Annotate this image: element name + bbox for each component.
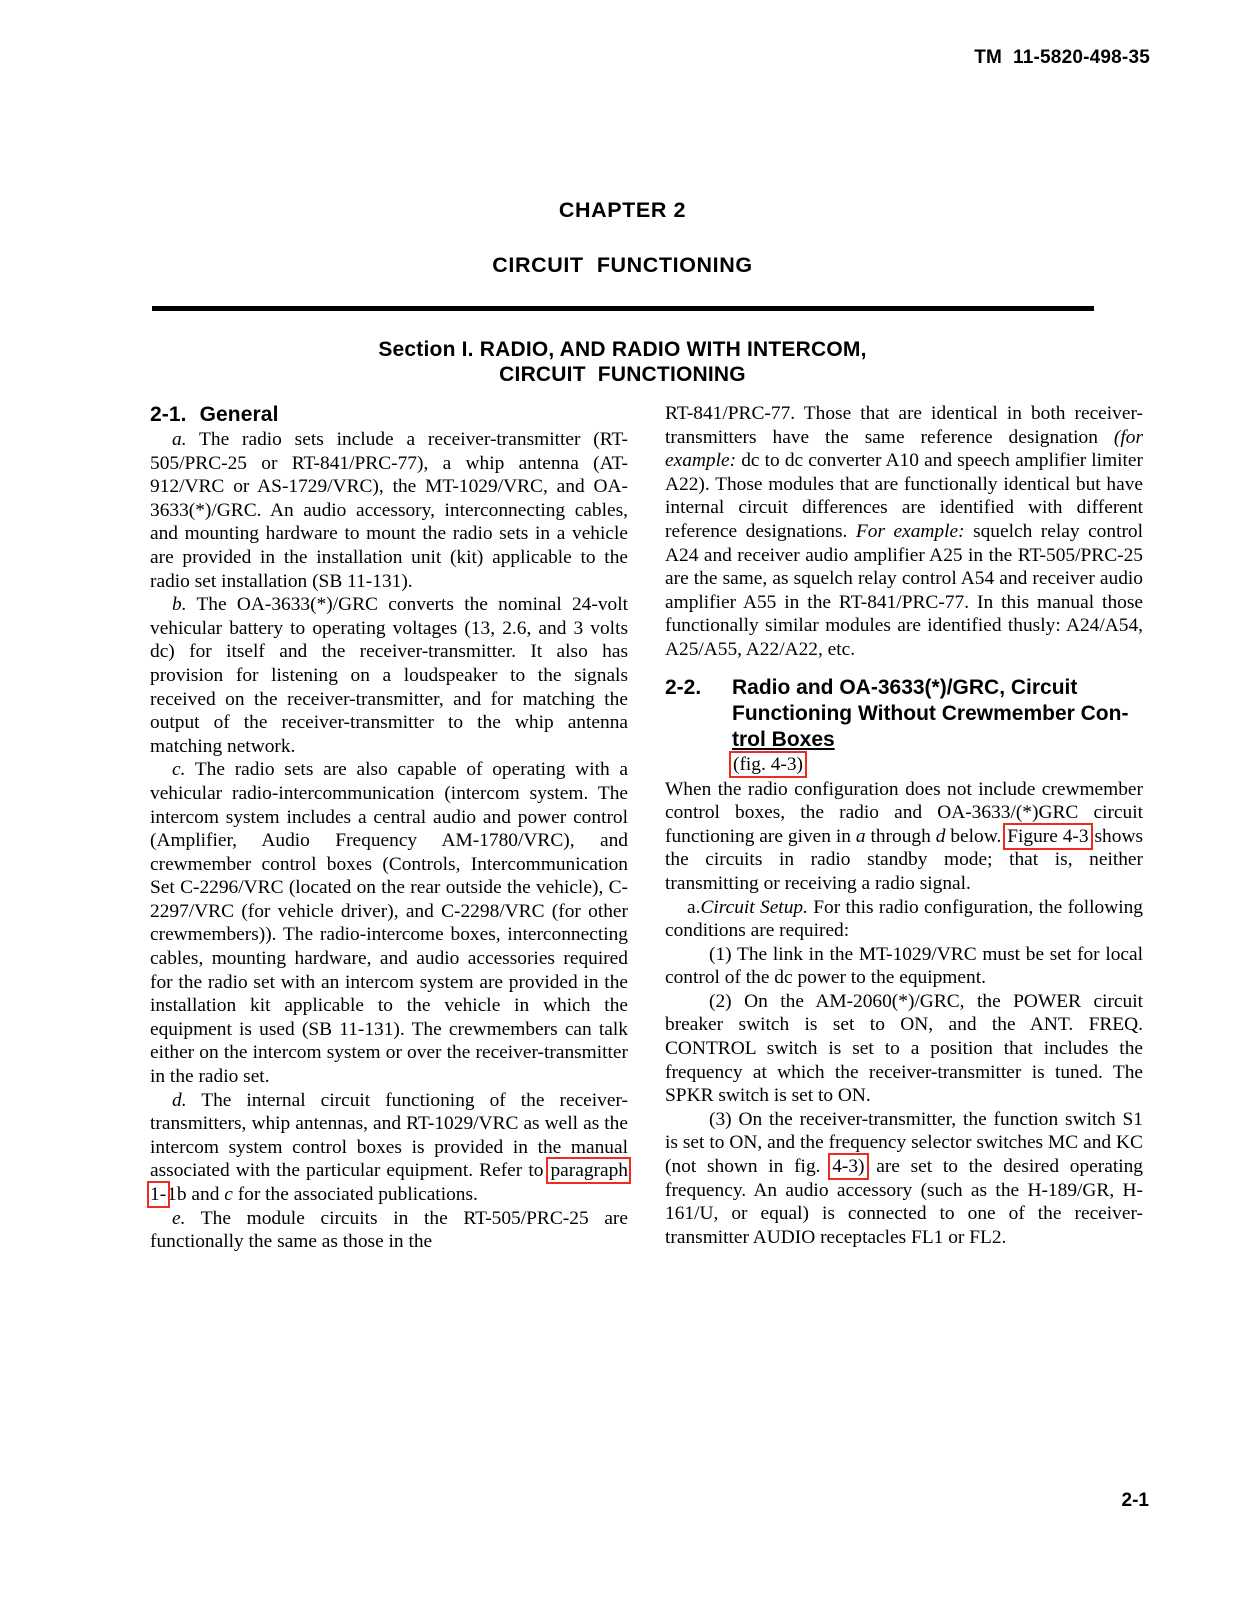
- list-item-1-text: The link in the MT-1029/VRC must be set for local control of the dc power to the equipment.: [665, 943, 1143, 989]
- paragraph-2-1-e-text: The module circuits in the RT-505/PRC-25 are functionally the same as those in the: [150, 1207, 628, 1253]
- continuation-text-3: squelch relay control A24 and receiver audio amplifier A25 in the RT-505/PRC-25 are the same, as squelch relay control A54 and receiver audio amplifier A55 in the RT-841/PRC-77. In this manual those functionally similar modules are identified thusly: A24/A54, A25/A55, A22/A22, etc.: [665, 520, 1143, 660]
- intro-text-before: When the radio configuration does not include crewmember control boxes, the radio and OA-3633/(*)GRC circuit functioning are given in: [665, 778, 1143, 847]
- paragraph-title-2-2-line1: Radio and OA-3633(*)/GRC, Circuit: [732, 675, 1078, 699]
- continuation-text-2: dc to dc converter A10 and speech amplifier limiter A22). Those modules that are functionally identical but have internal circuit differences are identified with different reference designations.: [665, 450, 1143, 542]
- left-column: [150, 402, 628, 1254]
- section-heading: [150, 337, 1095, 387]
- list-item-2-label: (2): [709, 990, 732, 1012]
- paragraph-2-1-d-text-after-1: 1b and: [167, 1184, 225, 1205]
- continuation-italic-for-example-2: For example:: [855, 520, 965, 542]
- list-item-3-text-before: On the receiver-transmitter, the function switch S1 is set to ON, and the frequency selector switches MC and KC (not shown in fig.: [665, 1108, 1143, 1178]
- paragraph-label-c: c.: [172, 759, 186, 781]
- figure-reference-line: [665, 753, 1143, 776]
- paragraph-2-1-d-italic-c: c: [224, 1184, 233, 1205]
- chapter-subtitle: CIRCUIT FUNCTIONING: [492, 253, 753, 277]
- section-heading-line-2: CIRCUIT FUNCTIONING: [499, 363, 746, 386]
- continuation-text-1: RT-841/PRC-77. Those that are identical in both receiver-transmitters have the same reference designation: [665, 403, 1143, 448]
- paragraph-2-2-a-label: a.: [687, 896, 701, 918]
- section-heading-line-1: Section I. RADIO, AND RADIO WITH INTERCOM,: [378, 338, 867, 361]
- paragraph-2-1-d-text-after-2: for the associated publications.: [232, 1184, 478, 1205]
- paragraph-title-2-1: General: [199, 403, 279, 426]
- page-number: 2-1: [1121, 1490, 1149, 1511]
- chapter-heading-block: [150, 198, 1095, 278]
- link-fig-4-3[interactable]: (fig. 4-3): [733, 753, 803, 775]
- paragraph-2-1-c: [150, 758, 628, 1088]
- intro-mid-1: through: [865, 825, 936, 847]
- paragraph-title-2-2-line3: trol Boxes: [732, 727, 835, 751]
- paragraph-label-b: b.: [172, 594, 187, 616]
- paragraph-2-1-e: [150, 1207, 628, 1254]
- link-fig-4-3-continued[interactable]: 4-3): [832, 1156, 865, 1178]
- intro-italic-d: d: [935, 825, 946, 847]
- list-item-3-label: (3): [709, 1108, 732, 1130]
- link-figure-4-3[interactable]: Figure 4-3: [1007, 825, 1089, 847]
- list-item-1: [665, 943, 1143, 990]
- paragraph-title-2-2-line2: Functioning Without Crewmember Con-: [732, 701, 1129, 725]
- paragraph-label-a: a.: [172, 429, 187, 450]
- paragraph-2-1-a: [150, 428, 628, 593]
- paragraph-label-d: d.: [172, 1089, 187, 1111]
- paragraph-2-1-a-text: The radio sets include a receiver-transmitter (RT-505/PRC-25 or RT-841/PRC-77), a whip antenna (AT-912/VRC or AS-1729/VRC), the MT-1029/VRC, and OA-3633(*)/GRC. An audio accessory, interconnecting cables, and mounting hardware to mount the radio sets in a vehicle are provided in the installation unit (kit) applicable to the radio set installation (SB 11-131).: [150, 429, 628, 592]
- paragraph-label-e: e.: [172, 1207, 186, 1229]
- horizontal-rule: [152, 306, 1094, 311]
- right-column: [665, 402, 1143, 1249]
- paragraph-heading-2-2: [665, 675, 1143, 753]
- list-item-1-label: (1): [709, 943, 732, 965]
- manual-number-header: TM 11-5820-498-35: [974, 47, 1150, 68]
- list-item-3: [665, 1108, 1143, 1250]
- paragraph-2-1-c-text: The radio sets are also capable of operating with a vehicular radio-intercommunication (intercom system. The intercom system includes a central audio and power control (Amplifier, Audio Frequency AM-1780/VRC), and crewmember control boxes (Controls, Intercommunication Set C-2296/VRC (located on the rear outside the vehicle), C-2297/VRC (for vehicle driver), and C-2298/VRC (for other crewmembers)). The radio-intercome boxes, interconnecting cables, mounting hardware, and audio accessories required for the radio set with an intercom system are provided in the installation kit applicable to the vehicle in which the equipment is used (SB 11-131). The crewmembers can talk either on the intercom system or over the receiver-transmitter in the radio set.: [150, 759, 628, 1088]
- continuation-italic-for-example-1: (for example:: [665, 426, 1143, 472]
- link-paragraph-1-1[interactable]: paragraph 1-: [150, 1160, 628, 1205]
- paragraph-heading-2-1: [150, 402, 628, 427]
- heading-spacer: [665, 662, 1143, 675]
- paragraph-2-1-b-text: The OA-3633(*)/GRC converts the nominal 24-volt vehicular battery to operating voltages (13, 2.6, and 3 volts dc) for itself and the receiver-transmitter. It also has provision for listening on a loudspeaker to the signals received on the receiver-transmitter, and for matching the output of the receiver-transmitter to the whip antenna matching network.: [150, 594, 628, 757]
- list-item-2: [665, 990, 1143, 1108]
- intro-italic-a: a: [855, 825, 866, 847]
- paragraph-2-2-intro: [665, 778, 1143, 896]
- paragraph-2-1-b: [150, 593, 628, 758]
- paragraph-2-2-a: [665, 896, 1143, 943]
- paragraph-number-2-2: 2-2.: [665, 675, 702, 699]
- intro-mid-2: below.: [945, 825, 1007, 847]
- list-item-2-text: On the AM-2060(*)/GRC, the POWER circuit breaker switch is set to ON, and the ANT. FREQ. CONTROL switch is set to a position that includes the frequency at which the receiver-transmitter is tuned. The SPKR switch is set to ON.: [665, 990, 1143, 1107]
- paragraph-2-1-d-text-before: The internal circuit functioning of the receiver-transmitters, whip antennas, and RT-1029/VRC as well as the intercom system control boxes is provided in the manual associated with the particular equipment. Refer to: [150, 1089, 628, 1182]
- paragraph-2-2-a-title: Circuit Setup.: [700, 896, 808, 918]
- intro-text-after: shows the circuits in radio standby mode; that is, neither transmitting or receiving a radio signal.: [665, 825, 1143, 894]
- paragraph-2-1-d: [150, 1089, 628, 1207]
- body-columns: [150, 402, 1160, 1472]
- paragraph-2-2-a-text: For this radio configuration, the following conditions are required:: [665, 896, 1143, 942]
- list-item-3-text-after: are set to the desired operating frequency. An audio accessory (such as the H-189/GR, H-161/U, or equal) is connected to one of the receiver-transmitter AUDIO receptacles FL1 or FL2.: [665, 1156, 1143, 1248]
- paragraph-number-2-1: 2-1.: [150, 403, 187, 426]
- paragraph-2-1-e-continuation: [665, 402, 1143, 662]
- chapter-title: CHAPTER 2: [558, 198, 687, 222]
